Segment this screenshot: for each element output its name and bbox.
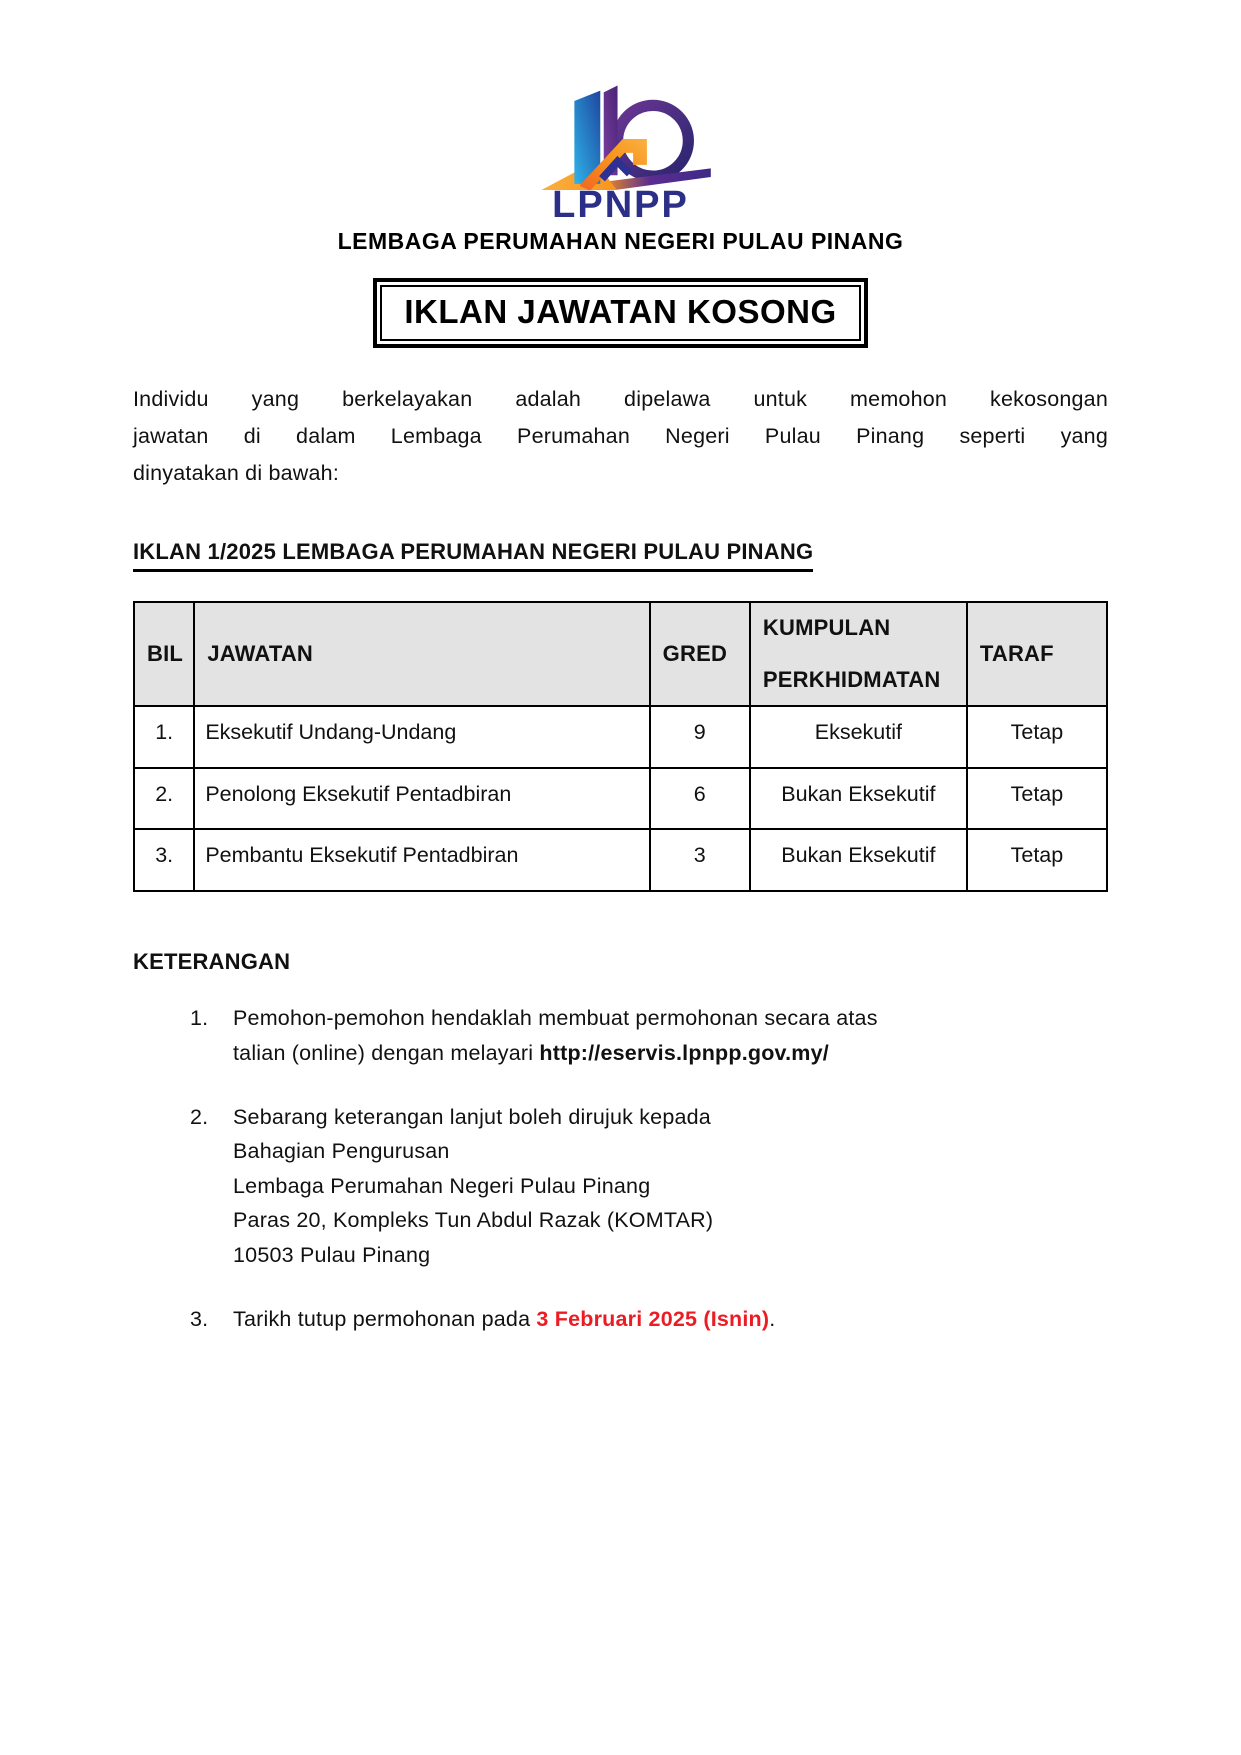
table-row	[134, 829, 1107, 891]
title-banner-wrap	[133, 278, 1108, 348]
note1-line1: Pemohon-pemohon hendaklah membuat permohonan secara atas	[233, 1006, 878, 1031]
col-header-jawatan: JAWATAN	[194, 602, 649, 706]
cell-jawatan: Penolong Eksekutif Pentadbiran	[194, 768, 649, 830]
col-header-bil: BIL	[134, 602, 194, 706]
note2-line: Sebarang keterangan lanjut boleh dirujuk kepada	[233, 1104, 711, 1129]
logo-acronym: LPNPP	[552, 184, 689, 226]
table-row	[134, 706, 1107, 768]
note2-line: Lembaga Perumahan Negeri Pulau Pinang	[233, 1173, 651, 1198]
note3-suffix: .	[769, 1306, 776, 1331]
col-header-kumpulan	[750, 602, 967, 706]
col-header-kumpulan-line1: KUMPULAN	[762, 614, 891, 640]
table-header-row	[134, 602, 1107, 706]
keterangan-heading: KETERANGAN	[133, 949, 291, 975]
note3-prefix: Tarikh tutup permohonan pada	[233, 1306, 537, 1331]
cell-gred: 6	[650, 768, 750, 830]
section-heading	[133, 539, 1108, 571]
note-item-1	[190, 1001, 1108, 1070]
vacancy-table	[133, 601, 1108, 892]
note-body	[233, 1001, 1023, 1070]
page-title: IKLAN JAWATAN KOSONG	[380, 285, 860, 341]
lpnpp-building-logo-icon	[526, 82, 716, 190]
vacancy-table-body	[134, 706, 1107, 891]
note-number: 3.	[190, 1306, 209, 1331]
cell-kumpulan: Eksekutif	[750, 706, 967, 768]
org-name: LEMBAGA PERUMAHAN NEGERI PULAU PINANG	[337, 227, 904, 254]
cell-bil: 2.	[134, 768, 194, 830]
note-number: 2.	[190, 1104, 209, 1129]
col-header-taraf: TARAF	[967, 602, 1107, 706]
intro-line-1: Individu yang berkelayakan adalah dipelawa untuk memohon kekosongan	[133, 387, 1108, 412]
note-item-3	[190, 1302, 1108, 1336]
note2-line: Bahagian Pengurusan	[233, 1139, 450, 1164]
keterangan-notes	[133, 1001, 1108, 1336]
cell-taraf: Tetap	[967, 768, 1107, 830]
section-heading-text: IKLAN 1/2025 LEMBAGA PERUMAHAN NEGERI PULAU PINANG	[133, 539, 813, 571]
cell-kumpulan: Bukan Eksekutif	[750, 768, 967, 830]
note2-line: Paras 20, Kompleks Tun Abdul Razak (KOMTAR)	[233, 1208, 714, 1233]
note-body	[233, 1302, 1023, 1336]
intro-paragraph	[133, 381, 1108, 492]
note-item-2	[190, 1100, 1108, 1272]
application-url: http://eservis.lpnpp.gov.my/	[539, 1040, 829, 1065]
cell-jawatan: Eksekutif Undang-Undang	[194, 706, 649, 768]
cell-bil: 1.	[134, 706, 194, 768]
cell-taraf: Tetap	[967, 829, 1107, 891]
col-header-gred: GRED	[650, 602, 750, 706]
vacancy-table-head	[134, 602, 1107, 706]
closing-date: 3 Februari 2025 (Isnin)	[536, 1306, 770, 1331]
note1-line2-prefix: talian (online) dengan melayari	[233, 1040, 540, 1065]
cell-kumpulan: Bukan Eksekutif	[750, 829, 967, 891]
intro-line-3: dinyatakan di bawah:	[133, 461, 340, 486]
note2-line: 10503 Pulau Pinang	[233, 1242, 431, 1267]
cell-bil: 3.	[134, 829, 194, 891]
intro-line-2: jawatan di dalam Lembaga Perumahan Negeri Pulau Pinang seperti yang	[133, 424, 1108, 449]
cell-gred: 3	[650, 829, 750, 891]
cell-taraf: Tetap	[967, 706, 1107, 768]
note1-line2	[233, 1036, 1023, 1070]
cell-jawatan: Pembantu Eksekutif Pentadbiran	[194, 829, 649, 891]
title-banner-box	[373, 278, 867, 348]
note-number: 1.	[190, 1006, 209, 1031]
cell-gred: 9	[650, 706, 750, 768]
table-row	[134, 768, 1107, 830]
col-header-kumpulan-line2: PERKHIDMATAN	[762, 666, 941, 692]
note-body	[233, 1100, 1023, 1272]
masthead	[133, 82, 1108, 348]
